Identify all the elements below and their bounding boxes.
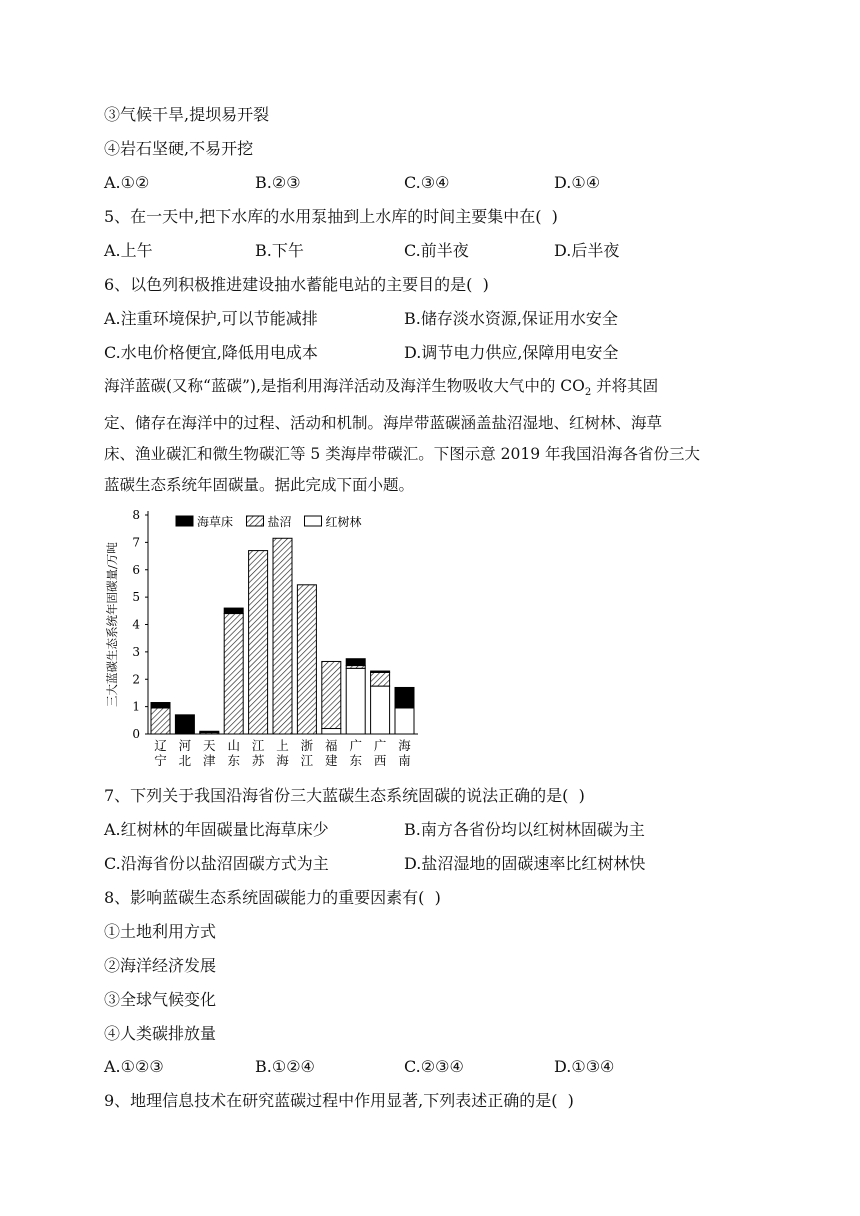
- x-tick-label: 广: [349, 738, 362, 753]
- q5-option-a: A.上午: [104, 241, 153, 260]
- bar-盐沼-江苏: [249, 551, 268, 734]
- q4-item-4: ④岩石坚硬,不易开挖: [104, 139, 254, 158]
- q5-option-c: C.前半夜: [404, 241, 469, 260]
- x-tick-label: 津: [203, 753, 216, 768]
- q6-option-a: A.注重环境保护,可以节能减排: [104, 309, 318, 328]
- legend-swatch: [247, 516, 264, 526]
- x-tick-label: 东: [227, 753, 240, 768]
- y-tick-label: 4: [132, 617, 140, 632]
- bar-盐沼-上海: [273, 538, 292, 734]
- q5-stem: 5、在一天中,把下水库的水用泵抽到上水库的时间主要集中在( ): [104, 207, 558, 226]
- y-tick-label: 2: [132, 672, 140, 687]
- q4-option-c: C.③④: [404, 173, 450, 192]
- q4-option-d: D.①④: [554, 173, 601, 192]
- x-tick-label: 河: [178, 738, 192, 753]
- bar-海草床-河北: [175, 715, 194, 734]
- bar-红树林-福建: [322, 729, 341, 734]
- y-tick-label: 8: [132, 508, 140, 522]
- q7-option-b: B.南方各省份均以红树林固碳为主: [404, 820, 645, 839]
- x-tick-label: 浙: [300, 738, 314, 753]
- legend-swatch: [176, 516, 193, 526]
- bar-盐沼-山东: [224, 614, 243, 734]
- y-tick-label: 5: [132, 590, 140, 605]
- blue-carbon-bar-chart: [100, 505, 430, 775]
- bar-红树林-广东: [346, 668, 365, 734]
- q4-option-a: A.①②: [104, 173, 150, 192]
- x-tick-label: 西: [373, 753, 387, 768]
- passage-line-1: 海洋蓝碳(又称“蓝碳”),是指利用海洋活动及海洋生物吸收大气中的 $CO_2$ 并将其固: [104, 377, 659, 399]
- q5-option-b: B.下午: [255, 241, 304, 260]
- q8-option-b: B.①②④: [255, 1057, 315, 1076]
- bar-海草床-海南: [395, 687, 414, 708]
- x-tick-label: 上: [276, 738, 289, 753]
- bar-海草床-辽宁: [151, 703, 170, 708]
- q6-option-b: B.储存淡水资源,保证用水安全: [404, 309, 618, 328]
- q7-option-d: D.盐沼湿地的固碳速率比红树林快: [404, 854, 646, 873]
- q8-option-c: C.②③④: [404, 1057, 464, 1076]
- x-tick-label: 辽: [154, 738, 167, 753]
- x-tick-label: 海: [398, 738, 411, 753]
- x-tick-label: 北: [178, 753, 192, 768]
- passage: [104, 371, 754, 501]
- x-tick-label: 山: [227, 738, 240, 753]
- passage-line-4: 蓝碳生态系统年固碳量。据此完成下面小题。: [104, 476, 415, 495]
- bar-海草床-山东: [224, 608, 243, 613]
- x-tick-label: 建: [325, 753, 338, 768]
- x-tick-label: 天: [203, 738, 216, 753]
- y-tick-label: 1: [132, 699, 140, 714]
- x-tick-label: 江: [251, 738, 265, 753]
- x-tick-label: 广: [373, 738, 387, 753]
- bar-盐沼-广西: [371, 672, 390, 686]
- y-tick-label: 3: [132, 644, 140, 659]
- bar-盐沼-辽宁: [151, 708, 170, 734]
- q6-option-d: D.调节电力供应,保障用电安全: [404, 343, 619, 362]
- passage-line-3: 床、渔业碳汇和微生物碳汇等 5 类海岸带碳汇。下图示意 2019 年我国沿海各省份三大: [104, 445, 701, 464]
- x-tick-label: 南: [398, 753, 411, 768]
- y-tick-label: 6: [132, 562, 140, 577]
- q7-stem: 7、下列关于我国沿海省份三大蓝碳生态系统固碳的说法正确的是( ): [104, 786, 585, 805]
- q6-stem: 6、以色列积极推进建设抽水蓄能电站的主要目的是( ): [104, 275, 489, 294]
- bar-海草床-广东: [346, 659, 365, 666]
- legend-label: 海草床: [197, 515, 234, 529]
- q8-option-a: A.①②③: [104, 1057, 164, 1076]
- q8-item-1: ①土地利用方式: [104, 922, 217, 941]
- q6-option-c: C.水电价格便宜,降低用电成本: [104, 343, 318, 362]
- q5-option-d: D.后半夜: [554, 241, 620, 260]
- q7-option-c: C.沿海省份以盐沼固碳方式为主: [104, 854, 329, 873]
- q4-item-3: ③气候干旱,提坝易开裂: [104, 105, 270, 124]
- legend-label: 红树林: [325, 515, 362, 529]
- bar-海草床-广西: [371, 671, 390, 672]
- q4-option-b: B.②③: [255, 173, 301, 192]
- passage-line-2: 定、储存在海洋中的过程、活动和机制。海岸带蓝碳涵盖盐沼湿地、红树林、海草: [104, 414, 663, 433]
- y-tick-label: 7: [132, 535, 140, 550]
- bar-红树林-广西: [371, 686, 390, 734]
- bar-盐沼-福建: [322, 661, 341, 728]
- q8-option-d: D.①③④: [554, 1057, 615, 1076]
- x-tick-label: 海: [276, 753, 289, 768]
- q8-stem: 8、影响蓝碳生态系统固碳能力的重要因素有( ): [104, 888, 441, 907]
- q8-item-3: ③全球气候变化: [104, 990, 217, 1009]
- bar-海草床-天津: [200, 731, 219, 732]
- x-tick-label: 江: [300, 753, 314, 768]
- q8-item-2: ②海洋经济发展: [104, 956, 217, 975]
- q7-option-a: A.红树林的年固碳量比海草床少: [104, 820, 329, 839]
- y-tick-label: 0: [132, 727, 140, 741]
- x-tick-label: 苏: [251, 753, 265, 768]
- x-tick-label: 东: [349, 753, 362, 768]
- x-tick-label: 宁: [154, 753, 167, 768]
- bar-红树林-海南: [395, 708, 414, 734]
- legend-label: 盐沼: [267, 515, 292, 529]
- q8-item-4: ④人类碳排放量: [104, 1024, 217, 1043]
- y-axis-label: 三大蓝碳生态系统年固碳量/万吨: [105, 542, 119, 707]
- x-tick-label: 福: [325, 738, 338, 753]
- legend-swatch: [305, 516, 322, 526]
- bar-盐沼-浙江: [297, 585, 316, 734]
- q9-stem: 9、地理信息技术在研究蓝碳过程中作用显著,下列表述正确的是( ): [104, 1091, 574, 1110]
